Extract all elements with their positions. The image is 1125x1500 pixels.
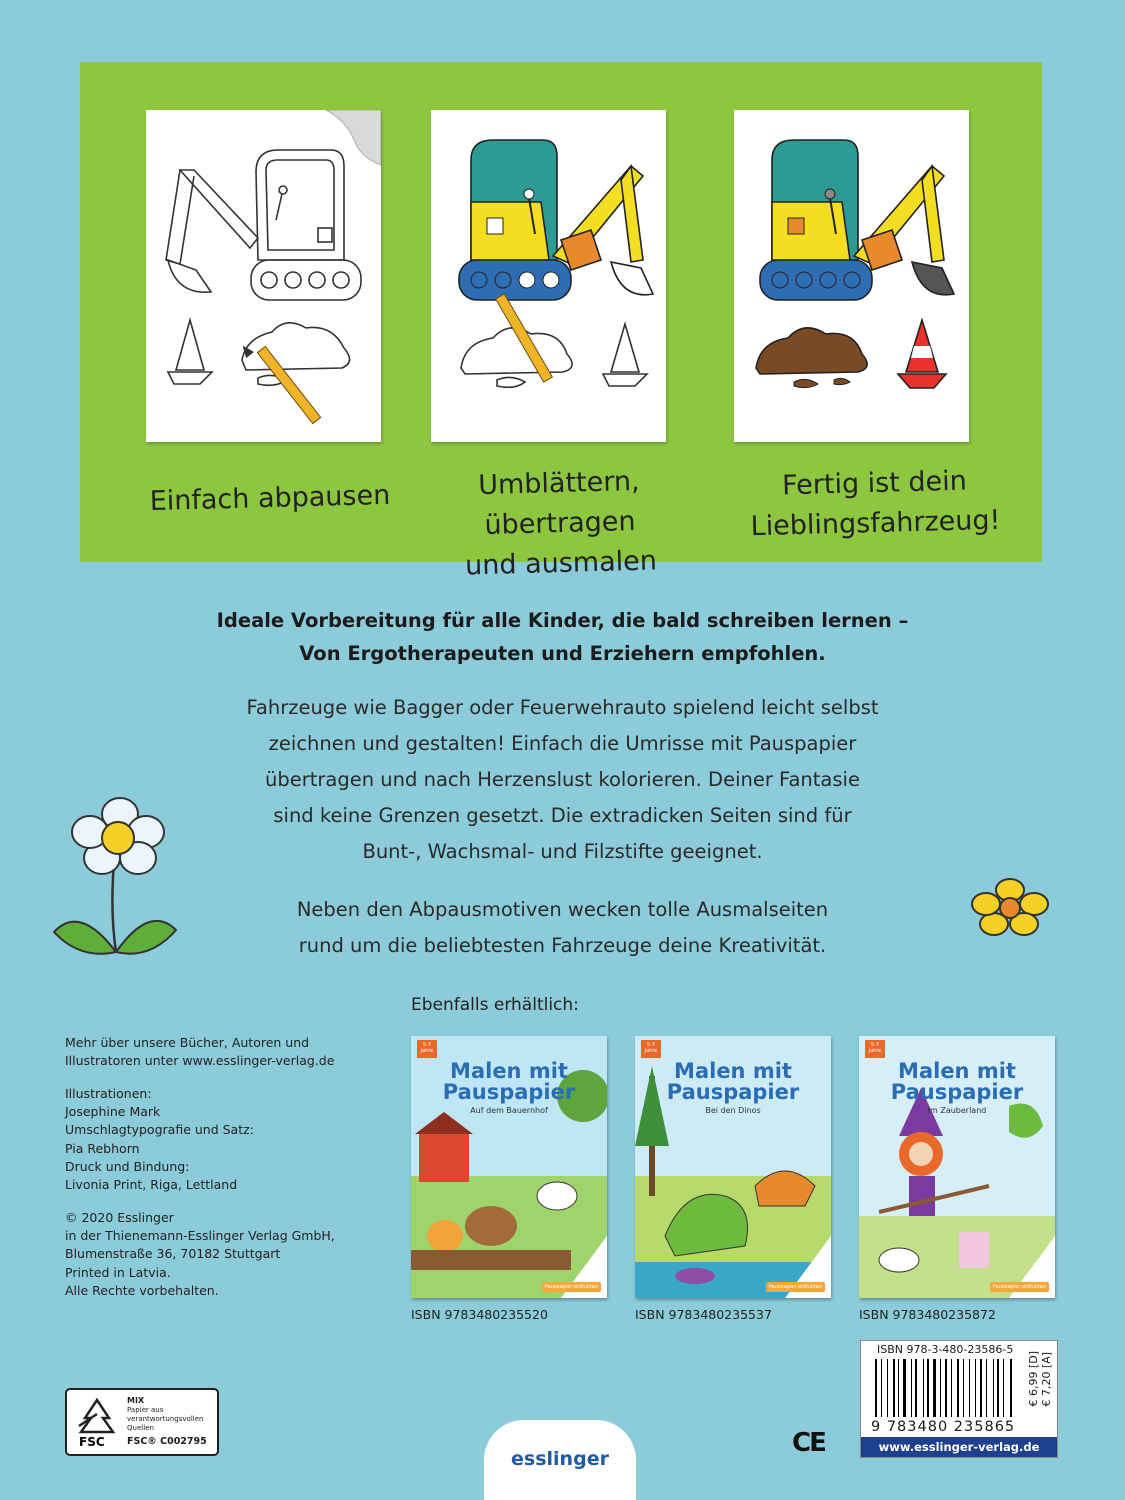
book-isbn: ISBN 9783480235520 bbox=[411, 1307, 548, 1322]
step-caption-transfer: Umblättern, übertragen und ausmalen bbox=[464, 465, 658, 582]
paragraph-line: rund um die beliebtesten Fahrzeuge deine Kreativität. bbox=[298, 934, 827, 957]
step-caption-trace: Einfach abpausen bbox=[149, 479, 391, 518]
description-paragraph bbox=[180, 892, 945, 964]
age-badge: 5-7 Jahre bbox=[865, 1040, 885, 1058]
barcode-box bbox=[860, 1340, 1058, 1458]
book-cover-dinos bbox=[635, 1036, 831, 1298]
barcode-digits: 9 783480 235865 bbox=[871, 1419, 1016, 1435]
paragraph-line: zeichnen und gestalten! Einfach die Umrisse mit Pauspapier bbox=[268, 732, 857, 755]
age-badge: 5-7 Jahre bbox=[417, 1040, 437, 1058]
paragraph-line: Bunt-, Wachsmal- und Filzstifte geeignet. bbox=[362, 840, 763, 863]
ce-mark: CE bbox=[792, 1428, 825, 1458]
tracing-paper-badge: Pauspapier enthalten bbox=[990, 1282, 1049, 1292]
publisher-url: www.esslinger-verlag.de bbox=[861, 1437, 1057, 1457]
step-card-finished bbox=[734, 110, 969, 442]
step-card-transfer bbox=[431, 110, 666, 442]
paragraph-line: sind keine Grenzen gesetzt. Die extradicken Seiten sind für bbox=[273, 804, 852, 827]
fsc-license-id: FSC® C002795 bbox=[127, 1436, 207, 1447]
excavator-colored-illustration bbox=[734, 110, 969, 442]
also-available-heading: Ebenfalls erhältlich: bbox=[411, 995, 579, 1015]
headline-line: Von Ergotherapeuten und Erziehern empfohlen. bbox=[299, 642, 826, 665]
fsc-text: MIX Papier aus verantwortungsvollen Quellen bbox=[127, 1396, 204, 1432]
age-badge: 5-7 Jahre bbox=[641, 1040, 661, 1058]
book-cover-magic bbox=[859, 1036, 1055, 1298]
pencil-icon bbox=[496, 294, 553, 382]
headline bbox=[0, 604, 1125, 670]
excavator-outline-illustration bbox=[146, 110, 381, 442]
colophon-copyright: © 2020 Esslinger in der Thienemann-Esslinger Verlag GmbH, Blumenstraße 36, 70182 Stuttgart Printed in Latvia. Alle Rechte vorbehalten. bbox=[65, 1210, 335, 1298]
paragraph-line: Neben den Abpausmotiven wecken tolle Ausmalseiten bbox=[296, 898, 829, 921]
book-title: Malen mit Pauspapier Auf dem Bauernhof bbox=[442, 1059, 576, 1115]
flower-icon bbox=[970, 878, 1050, 938]
book-isbn: ISBN 9783480235872 bbox=[859, 1307, 996, 1322]
step-caption-finished: Fertig ist dein Lieblingsfahrzeug! bbox=[750, 465, 1001, 543]
excavator-partial-color-illustration bbox=[431, 110, 666, 442]
paragraph-line: Fahrzeuge wie Bagger oder Feuerwehrauto spielend leicht selbst bbox=[246, 696, 879, 719]
fsc-label bbox=[65, 1388, 219, 1456]
barcode-isbn: ISBN 978-3-480-23586-5 bbox=[877, 1343, 1014, 1356]
book-cover-farm bbox=[411, 1036, 607, 1298]
colophon-website: Mehr über unsere Bücher, Autoren und Illustratoren unter www.esslinger-verlag.de bbox=[65, 1035, 335, 1069]
step-card-trace bbox=[146, 110, 381, 442]
fsc-logo-text: FSC bbox=[79, 1435, 105, 1448]
barcode-price: € 6,99 [D] € 7,20 [A] bbox=[1027, 1351, 1053, 1407]
flower-icon bbox=[50, 792, 180, 960]
description-paragraph bbox=[180, 690, 945, 870]
tracing-paper-badge: Pauspapier enthalten bbox=[766, 1282, 825, 1292]
tracing-paper-badge: Pauspapier enthalten bbox=[542, 1282, 601, 1292]
paragraph-line: übertragen und nach Herzenslust kolorieren. Deiner Fantasie bbox=[265, 768, 860, 791]
page-curl-icon bbox=[326, 110, 381, 165]
colophon-credits: Illustrationen: Josephine Mark Umschlagtypografie und Satz: Pia Rebhorn Druck und Bindung: Livonia Print, Riga, Lettland bbox=[65, 1086, 254, 1193]
fsc-tree-icon bbox=[75, 1396, 119, 1448]
barcode-bars bbox=[875, 1359, 1025, 1417]
book-title: Malen mit Pauspapier Bei den Dinos bbox=[666, 1059, 800, 1115]
headline-line: Ideale Vorbereitung für alle Kinder, die bald schreiben lernen – bbox=[216, 609, 909, 632]
steps-panel bbox=[80, 62, 1042, 582]
book-title: Malen mit Pauspapier Im Zauberland bbox=[890, 1059, 1024, 1115]
book-isbn: ISBN 9783480235537 bbox=[635, 1307, 772, 1322]
publisher-logo: esslinger bbox=[484, 1420, 636, 1500]
